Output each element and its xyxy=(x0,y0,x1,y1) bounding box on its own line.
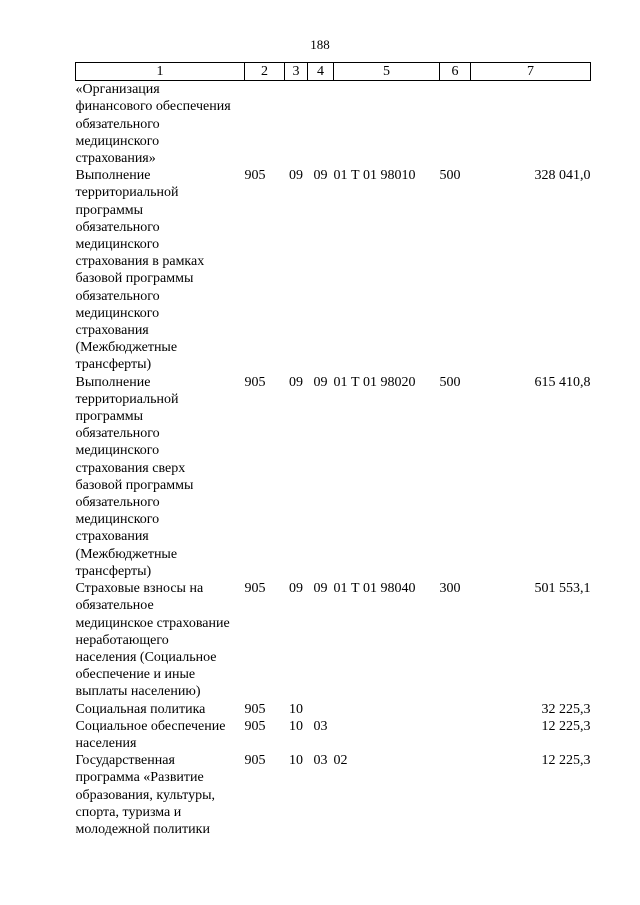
row-ministry: 905 xyxy=(244,701,266,717)
row-name: Государственная программа «Развитие образования, культуры, спорта, туризма и молодежной политики xyxy=(75,753,216,837)
header-col-1: 1 xyxy=(76,63,245,81)
row-amount: 12 225,3 xyxy=(541,753,591,769)
row-target: 01 Т 01 98020 xyxy=(333,374,416,390)
row-subsection xyxy=(308,701,334,718)
row-subsection: 03 xyxy=(313,718,328,734)
row-amount: 615 410,8 xyxy=(534,374,591,390)
row-type xyxy=(440,701,471,718)
row-name: Социальная политика xyxy=(75,701,206,717)
row-amount: 328 041,0 xyxy=(534,168,591,184)
row-name: «Организация финансового обеспечения обязательного медицинского страхования» xyxy=(75,82,231,167)
row-ministry: 905 xyxy=(244,168,266,184)
row-section: 09 xyxy=(289,581,303,597)
table-row xyxy=(76,718,591,752)
row-name: Социальное обеспечение населения xyxy=(75,718,226,751)
row-subsection: 09 xyxy=(313,581,328,597)
row-section: 10 xyxy=(289,718,303,734)
row-subsection: 09 xyxy=(313,168,328,184)
row-ministry: 905 xyxy=(244,718,266,734)
row-ministry: 905 xyxy=(244,753,266,769)
table-row xyxy=(76,580,591,700)
header-col-3: 3 xyxy=(285,63,308,81)
budget-table xyxy=(75,62,591,838)
row-ministry: 905 xyxy=(244,374,266,390)
row-name: Выполнение территориальной программы обязательного медицинского страхования в рамках базовой программы обязательного медицинского страхования (Межбюджетные трансферты) xyxy=(75,168,205,373)
row-section xyxy=(285,81,308,168)
row-ministry xyxy=(245,81,285,168)
row-amount: 12 225,3 xyxy=(541,718,591,734)
table-row xyxy=(76,374,591,580)
row-target xyxy=(334,718,440,752)
row-type: 300 xyxy=(439,581,461,597)
row-target xyxy=(334,701,440,718)
row-type xyxy=(440,718,471,752)
table-row xyxy=(76,167,591,373)
row-ministry: 905 xyxy=(244,581,266,597)
row-target xyxy=(334,81,440,168)
header-col-4: 4 xyxy=(308,63,334,81)
row-type: 500 xyxy=(439,374,461,390)
row-section: 09 xyxy=(289,374,303,390)
row-amount: 32 225,3 xyxy=(541,701,591,717)
table-row xyxy=(76,81,591,168)
table-row xyxy=(76,752,591,838)
row-subsection: 03 xyxy=(313,753,328,769)
header-row xyxy=(76,63,591,81)
row-type xyxy=(440,81,471,168)
row-subsection: 09 xyxy=(313,374,328,390)
table-row xyxy=(76,701,591,718)
row-amount xyxy=(471,81,591,168)
row-type xyxy=(440,752,471,838)
row-target: 02 xyxy=(333,753,348,769)
row-subsection xyxy=(308,81,334,168)
row-type: 500 xyxy=(439,168,461,184)
row-amount: 501 553,1 xyxy=(534,581,591,597)
row-target: 01 Т 01 98010 xyxy=(333,168,416,184)
header-col-7: 7 xyxy=(471,63,591,81)
row-name: Выполнение территориальной программы обязательного медицинского страхования сверх базовой программы обязательного медицинского страхования (Межбюджетные трансферты) xyxy=(75,374,194,579)
row-target: 01 Т 01 98040 xyxy=(333,581,416,597)
header-col-6: 6 xyxy=(440,63,471,81)
row-name: Страховые взносы на обязательное медицинское страхование неработающего населения (Социальное обеспечение и иные выплаты населению) xyxy=(75,581,230,700)
header-col-5: 5 xyxy=(334,63,440,81)
row-section: 10 xyxy=(289,701,303,717)
page-number: 188 xyxy=(310,37,330,52)
row-section: 09 xyxy=(289,168,303,184)
header-col-2: 2 xyxy=(245,63,285,81)
row-section: 10 xyxy=(289,753,303,769)
